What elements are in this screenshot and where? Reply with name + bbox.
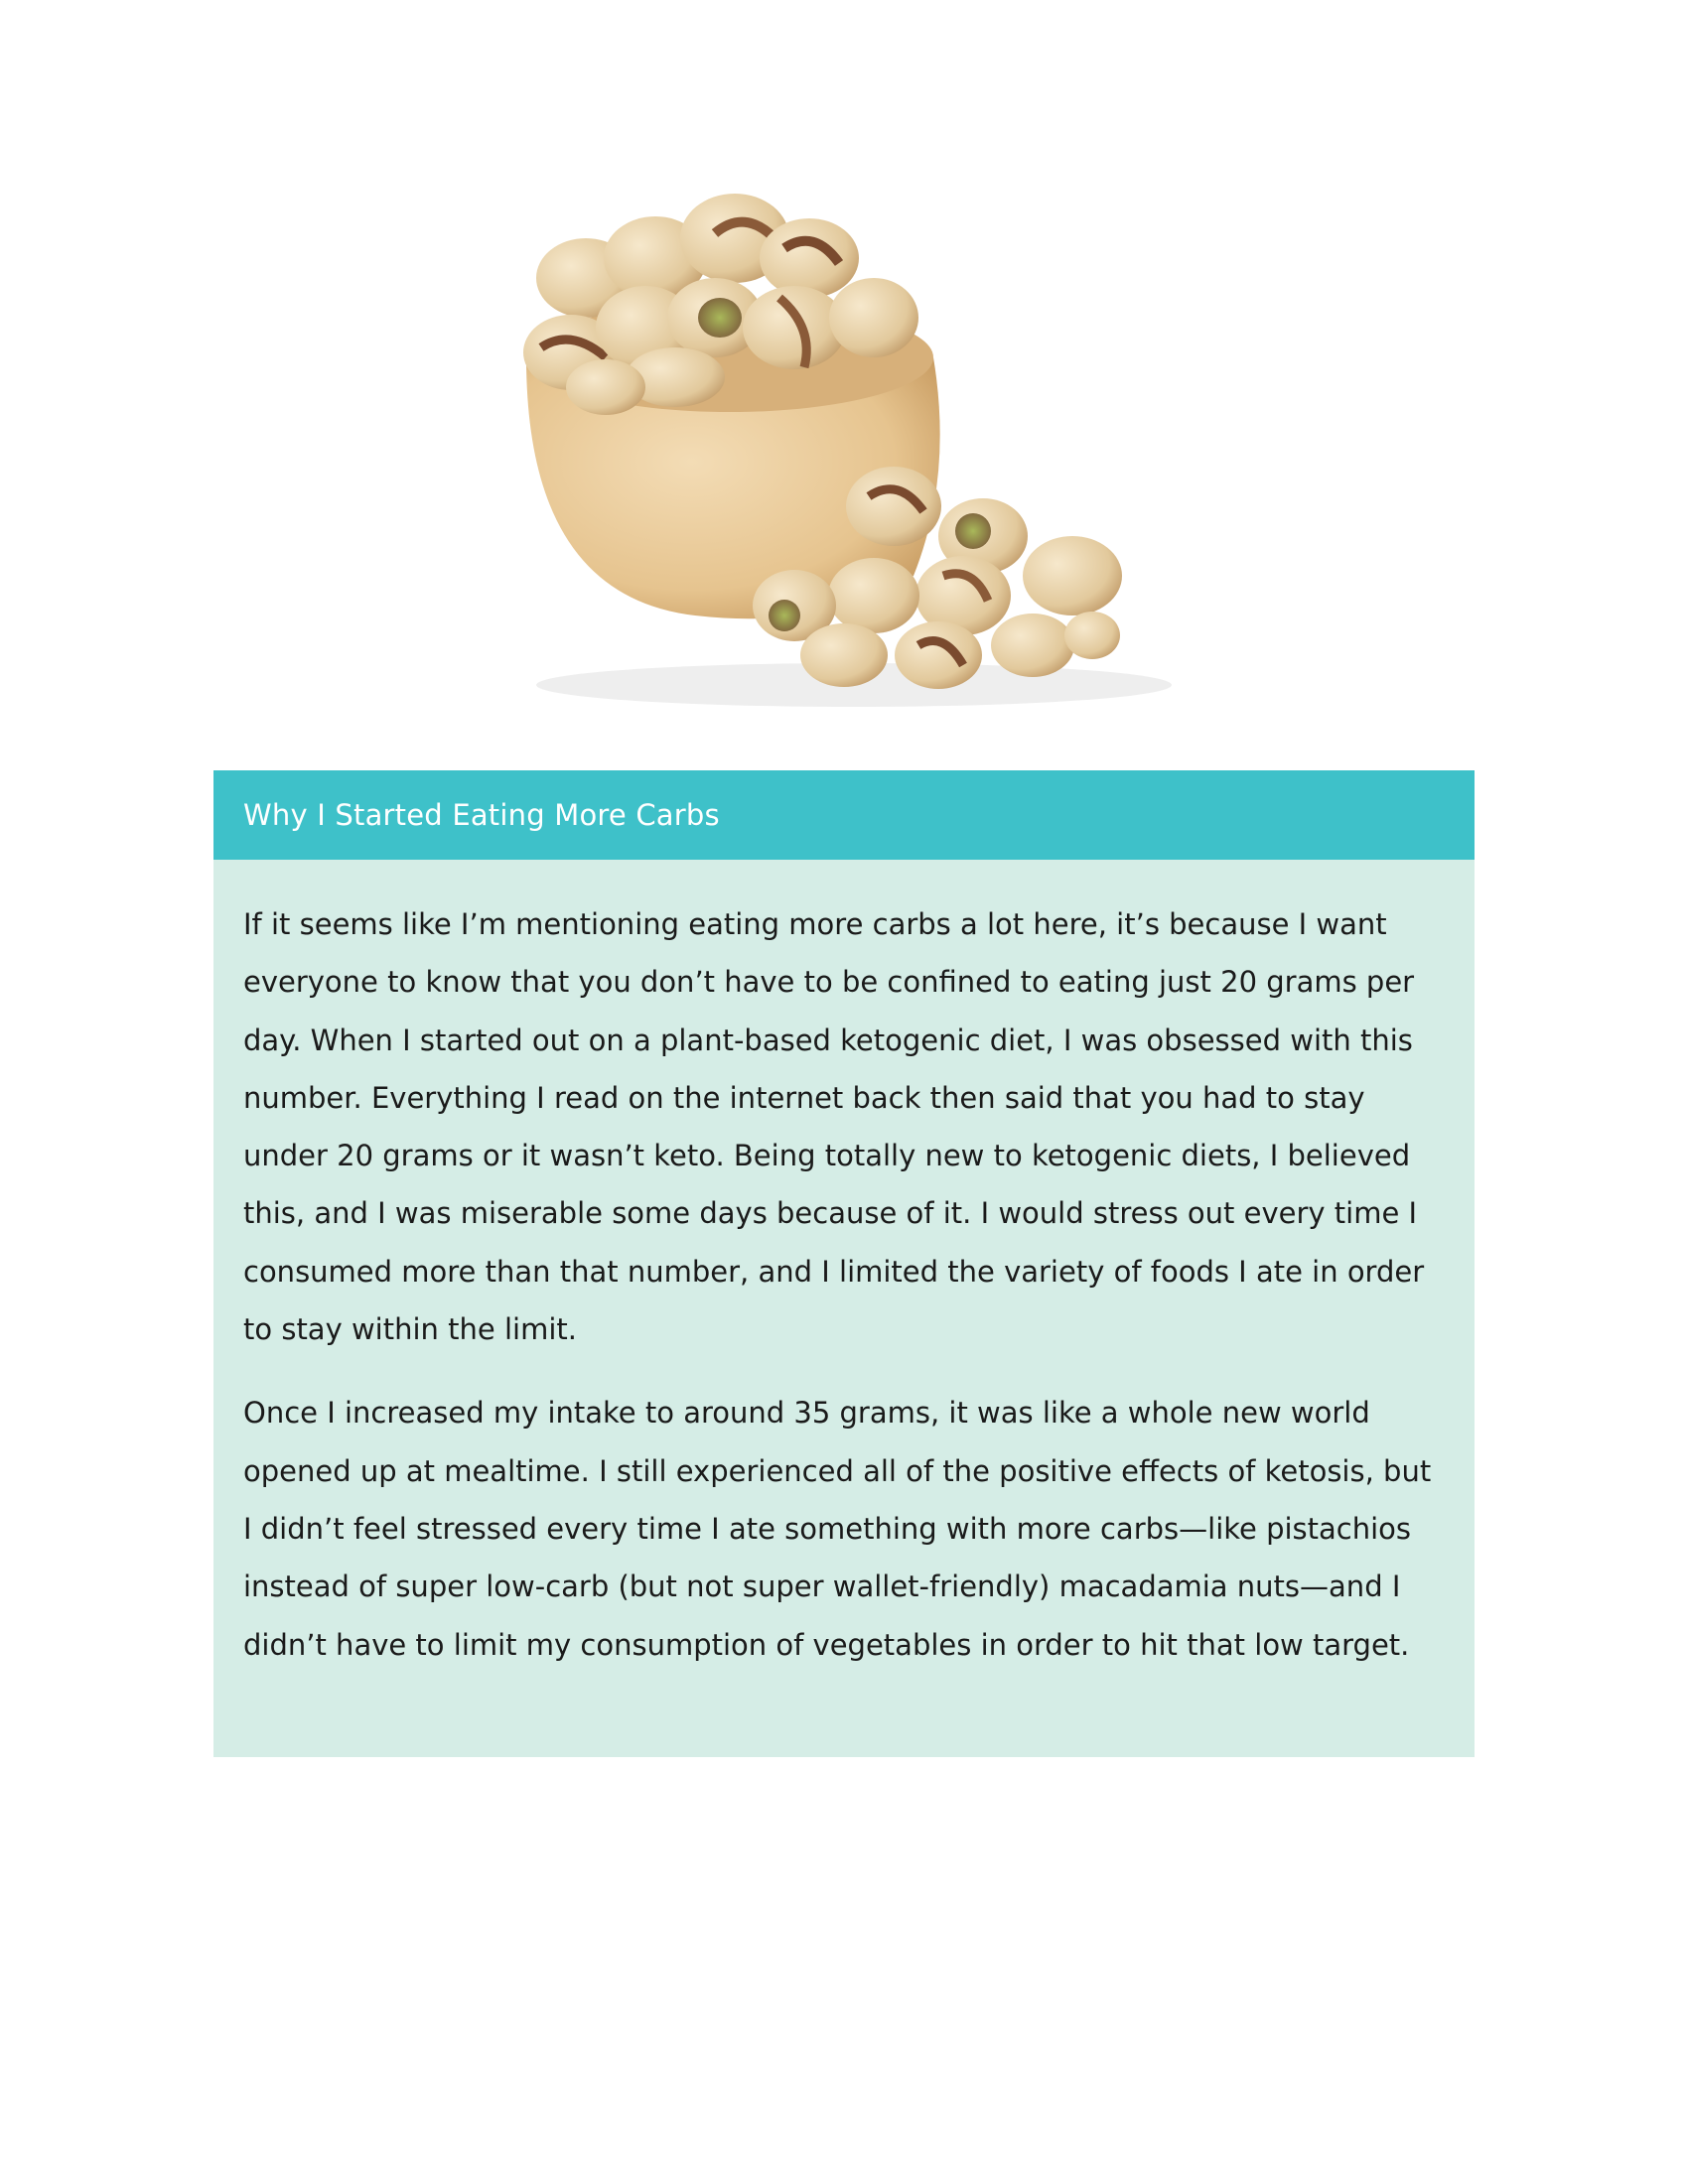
pistachio-bowl-illustration [496,179,1192,735]
sidebar-header [213,770,1475,860]
pistachio-bowl-image [496,179,1192,735]
sidebar-paragraph-1: If it seems like I’m mentioning eating more carbs a lot here, it’s because I want everyone to know that you don’t have to be confined to eating just 20 grams per day. When I started out on a plant-based ketogenic diet, I was obsessed with this number. Everything I read on the internet back then said that you had to stay under 20 grams or it wasn’t keto. Being totally new to ketogenic diets, I believed this, and I was miserable some days because of it. I would stress out every time I consumed more than that number, and I limited the variety of foods I ate in order to stay within the limit. [243,907,1425,1347]
sidebar-box [213,770,1475,1757]
sidebar-title: Why I Started Eating More Carbs [243,798,720,832]
sidebar-paragraph-2: Once I increased my intake to around 35 grams, it was like a whole new world opened up at mealtime. I still experienced all of the positive effects of ketosis, but I didn’t feel stressed every time I ate something with more carbs—like pistachios instead of super low-carb (but not super wallet-friendly) macadamia nuts—and I didn’t have to limit my consumption of vegetables in order to hit that low target. [243,1396,1432,1662]
sidebar-body [213,860,1475,1674]
